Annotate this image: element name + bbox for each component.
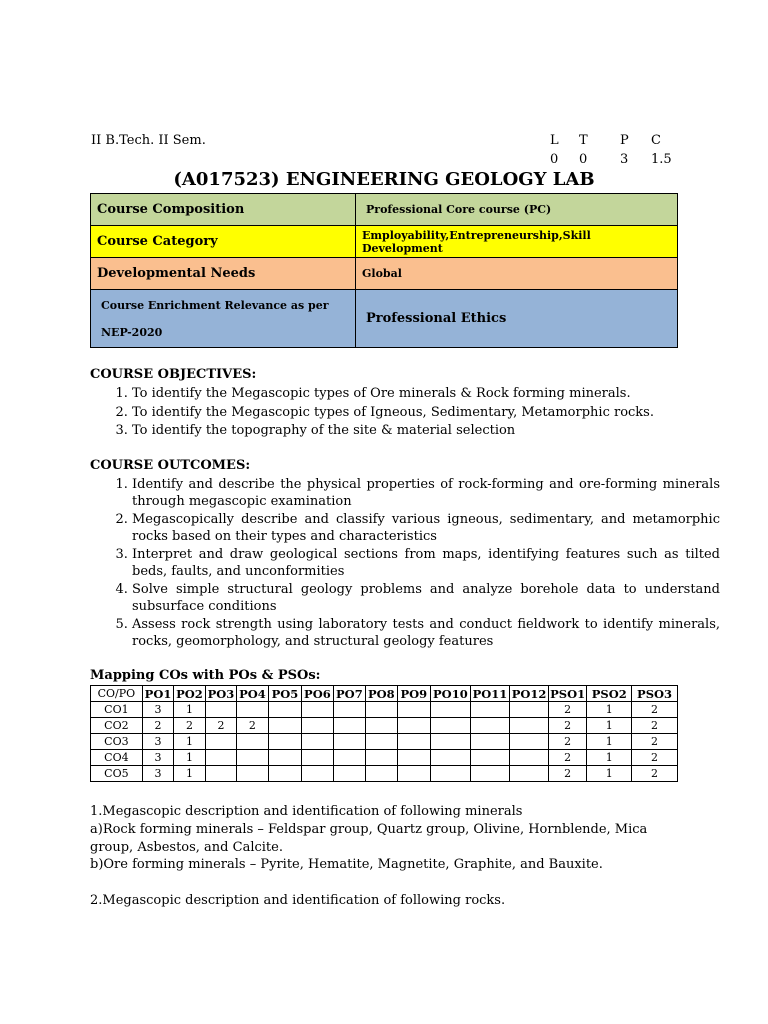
- table-cell: [366, 750, 397, 766]
- page-title: (A017523) ENGINEERING GEOLOGY LAB: [173, 169, 595, 190]
- table-cell: [431, 734, 471, 750]
- table-cell: [333, 766, 365, 782]
- info-label: Course Enrichment Relevance as per NEP-2020: [91, 290, 356, 348]
- table-row: [91, 766, 678, 782]
- table-cell: [470, 750, 510, 766]
- table-cell: [397, 734, 431, 750]
- column-header: PSO3: [632, 686, 678, 702]
- table-row: [91, 750, 678, 766]
- table-cell: 3: [142, 750, 173, 766]
- list-item: 1. To identify the Megascopic types of Ore minerals & Rock forming minerals.: [132, 385, 720, 404]
- column-header: PO7: [333, 686, 365, 702]
- list-item: 4. Solve simple structural geology problems and analyze borehole data to understand subsurface conditions: [132, 581, 720, 615]
- table-cell: 1: [174, 750, 205, 766]
- table-cell: 1: [587, 702, 632, 718]
- table-cell: [237, 734, 268, 750]
- table-cell: [268, 750, 302, 766]
- column-header: PO5: [268, 686, 302, 702]
- table-cell: CO5: [91, 766, 143, 782]
- table-cell: [302, 734, 333, 750]
- table-cell: 1: [587, 718, 632, 734]
- table-cell: [333, 750, 365, 766]
- table-cell: [302, 718, 333, 734]
- table-cell: [237, 750, 268, 766]
- table-cell: 1: [174, 734, 205, 750]
- table-cell: 2: [632, 766, 678, 782]
- list-item: 1. Identify and describe the physical properties of rock-forming and ore-forming minerals through megascopic examination: [132, 476, 720, 510]
- table-cell: [205, 766, 236, 782]
- column-header: PO11: [470, 686, 510, 702]
- info-value: Employability,Entrepreneurship,Skill Development: [356, 226, 678, 258]
- table-cell: [302, 766, 333, 782]
- table-cell: [510, 766, 549, 782]
- column-header: PO6: [302, 686, 333, 702]
- table-cell: 1: [587, 766, 632, 782]
- table-cell: [397, 718, 431, 734]
- ltpc-label-p: P: [620, 133, 629, 148]
- table-cell: [470, 734, 510, 750]
- course-info-table: [90, 193, 678, 348]
- mapping-header-row: [91, 686, 678, 702]
- info-row-enrichment: [91, 290, 678, 348]
- table-cell: [302, 702, 333, 718]
- ltpc-label-c: C: [651, 133, 661, 148]
- table-cell: 1: [587, 734, 632, 750]
- column-header: PO8: [366, 686, 397, 702]
- table-cell: [205, 750, 236, 766]
- info-row-developmental: [91, 258, 678, 290]
- table-cell: [510, 702, 549, 718]
- table-cell: 2: [632, 718, 678, 734]
- outcomes-list: [90, 476, 720, 651]
- syllabus-item-2: 2.Megascopic description and identification of following rocks.: [90, 893, 506, 908]
- table-cell: 2: [548, 702, 587, 718]
- mapping-table: [90, 685, 678, 782]
- table-row: [91, 734, 678, 750]
- table-cell: [302, 750, 333, 766]
- list-item: 3. Interpret and draw geological sections from maps, identifying features such as tilted beds, faults, and unconformities: [132, 546, 720, 580]
- ltpc-label-l: L: [550, 133, 559, 148]
- column-header: PSO2: [587, 686, 632, 702]
- table-cell: 2: [548, 718, 587, 734]
- column-header: PO12: [511, 686, 547, 701]
- list-item: 2. To identify the Megascopic types of Igneous, Sedimentary, Metamorphic rocks.: [132, 404, 720, 423]
- table-cell: 2: [205, 718, 236, 734]
- syllabus-item-1b: b)Ore forming minerals – Pyrite, Hematite, Magnetite, Graphite, and Bauxite.: [90, 857, 603, 872]
- ltpc-value-p: 3: [620, 152, 629, 167]
- info-row-category: [91, 226, 678, 258]
- outcomes-heading: COURSE OUTCOMES:: [90, 458, 251, 473]
- table-cell: [510, 750, 549, 766]
- objectives-list: [90, 385, 720, 441]
- table-cell: [205, 734, 236, 750]
- table-cell: CO2: [91, 718, 143, 734]
- table-cell: [431, 750, 471, 766]
- table-row: [91, 718, 678, 734]
- table-cell: 3: [142, 702, 173, 718]
- table-cell: [205, 702, 236, 718]
- table-cell: 2: [548, 750, 587, 766]
- objectives-heading: COURSE OBJECTIVES:: [90, 367, 257, 382]
- table-cell: 2: [632, 734, 678, 750]
- mapping-heading: Mapping COs with POs & PSOs:: [90, 668, 321, 683]
- column-header: PO10: [431, 686, 471, 702]
- table-row: [91, 702, 678, 718]
- table-cell: 1: [174, 702, 205, 718]
- table-cell: 1: [587, 750, 632, 766]
- syllabus-item-1: 1.Megascopic description and identification of following minerals: [90, 804, 523, 819]
- table-cell: [431, 718, 471, 734]
- table-cell: 2: [632, 750, 678, 766]
- table-cell: 2: [548, 734, 587, 750]
- table-cell: [268, 702, 302, 718]
- table-cell: 3: [142, 766, 173, 782]
- table-cell: [510, 718, 549, 734]
- list-item: 3. To identify the topography of the site & material selection: [132, 422, 720, 441]
- table-cell: [366, 702, 397, 718]
- info-value: Global: [356, 258, 678, 290]
- column-header: PO1: [142, 686, 173, 702]
- table-cell: 2: [632, 702, 678, 718]
- ltpc-value-c: 1.5: [651, 152, 672, 167]
- list-item: 5. Assess rock strength using laboratory tests and conduct fieldwork to identify minerals, rocks, geomorphology, and structural geology features: [132, 616, 720, 650]
- table-cell: [510, 734, 549, 750]
- column-header: PSO1: [550, 686, 586, 701]
- table-cell: CO3: [91, 734, 143, 750]
- table-cell: 2: [142, 718, 173, 734]
- table-cell: [333, 718, 365, 734]
- table-cell: [268, 734, 302, 750]
- table-cell: [237, 766, 268, 782]
- table-cell: [397, 750, 431, 766]
- column-header: PO4: [237, 686, 268, 702]
- list-item: 2. Megascopically describe and classify various igneous, sedimentary, and metamorphic rocks based on their types and characteristics: [132, 511, 720, 545]
- table-cell: [366, 766, 397, 782]
- table-cell: [470, 766, 510, 782]
- table-cell: 2: [174, 718, 205, 734]
- table-cell: CO4: [91, 750, 143, 766]
- table-cell: [431, 702, 471, 718]
- column-header: PO3: [205, 686, 236, 702]
- ltpc-value-l: 0: [550, 152, 559, 167]
- table-cell: [397, 766, 431, 782]
- table-cell: [431, 766, 471, 782]
- table-cell: 2: [548, 766, 587, 782]
- table-cell: [397, 702, 431, 718]
- ltpc-value-t: 0: [579, 152, 588, 167]
- table-cell: 3: [142, 734, 173, 750]
- table-cell: 1: [174, 766, 205, 782]
- info-row-composition: [91, 194, 678, 226]
- info-value: Professional Ethics: [356, 290, 678, 348]
- table-cell: [333, 734, 365, 750]
- syllabus-item-1a: a)Rock forming minerals – Feldspar group, Quartz group, Olivine, Hornblende, Mica group, Asbestos, and Calcite.: [90, 822, 648, 855]
- table-cell: [268, 718, 302, 734]
- info-value: Professional Core course (PC): [356, 194, 678, 226]
- table-cell: [268, 766, 302, 782]
- column-header: CO/PO: [91, 686, 143, 702]
- ltpc-label-t: T: [579, 133, 588, 148]
- table-cell: [333, 702, 365, 718]
- table-cell: [237, 702, 268, 718]
- semester-label: II B.Tech. II Sem.: [91, 133, 206, 148]
- table-cell: [470, 702, 510, 718]
- table-cell: [470, 718, 510, 734]
- column-header: PO2: [174, 686, 205, 702]
- info-label: Course Category: [91, 226, 356, 258]
- table-cell: CO1: [91, 702, 143, 718]
- info-label: Developmental Needs: [91, 258, 356, 290]
- table-cell: [366, 718, 397, 734]
- column-header: PO9: [397, 686, 431, 702]
- table-cell: [366, 734, 397, 750]
- info-label: Course Composition: [91, 194, 356, 226]
- table-cell: 2: [237, 718, 268, 734]
